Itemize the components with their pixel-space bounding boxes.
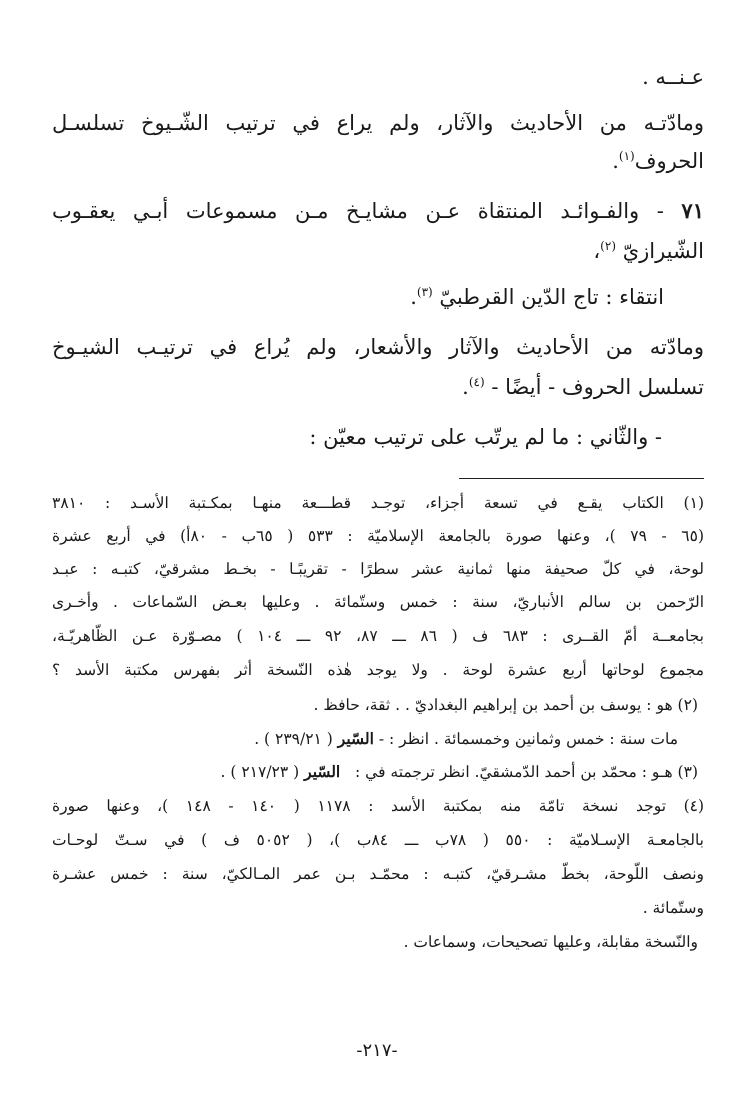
footnote-ref-2[interactable]: (٢) bbox=[600, 239, 616, 253]
second-heading bbox=[52, 424, 662, 450]
footnote-4-line-4 bbox=[52, 899, 704, 918]
text-fragment: (١) الكتاب يقـع في تسعة أجزاء، توجـد قطـــعة منهـا بمكـتبة الأسـد : ٣٨١٠ bbox=[52, 494, 704, 512]
footnote-1-line-4 bbox=[52, 593, 704, 612]
footnote-ref-1[interactable]: (١) bbox=[618, 149, 635, 163]
footnote-4-line-2 bbox=[52, 831, 704, 850]
content-line-2 bbox=[52, 374, 704, 400]
footnote-4-line-3 bbox=[52, 865, 704, 884]
footnote-ref-4[interactable]: (٤) bbox=[468, 375, 485, 389]
text-fragment: بالجامعـة الإسـلاميّة : ٥٥٠ ( ٧٨ب ـــ ٨٤ب )، ( ٥٠٥٢ ف ) في سـتّ لوحـات bbox=[52, 831, 704, 849]
text-fragment: بجامعــة أمّ القــرى : ٦٨٣ ف ( ٨٦ ـــ ٨٧، ٩٢ ـــ ١٠٤ ) مصـوّرة عـن الظّاهريّـة، bbox=[52, 627, 704, 645]
footnote-separator bbox=[459, 478, 704, 479]
text-fragment: (٤) توجد نسخة تامّة منه بمكتبة الأسد : ١١٧٨ ( ١٤٠ - ١٤٨ )، وعنها صورة bbox=[52, 797, 705, 815]
footnote-1-line-2 bbox=[52, 527, 704, 546]
text-fragment: الشّيرازيّ bbox=[622, 239, 704, 263]
text-fragment: . bbox=[462, 375, 469, 399]
entry-number: ٧١ bbox=[681, 198, 704, 223]
footnote-1-line-3 bbox=[52, 560, 704, 579]
entry-71-line-2 bbox=[52, 238, 704, 264]
body-line-2 bbox=[52, 110, 704, 136]
heading-text: - والثّاني : ما لم يرتّب على ترتيب معيّن : bbox=[309, 425, 662, 449]
selection-line bbox=[52, 284, 664, 310]
book-title: السّير bbox=[337, 729, 374, 748]
text-fragment: ، bbox=[593, 239, 601, 263]
text-fragment: ونصف اللّوحة، بخطّ مشـرقيّ، كتبـه : محمّـد بـن عمر المـالكيّ، سنة : خمس عشـرة bbox=[52, 865, 704, 883]
text-fragment: الرّحمن بن سالم الأنباريّ، سنة : خمس وستّمائة . وعليها بعـض السّماعات . وأخـرى bbox=[52, 593, 704, 611]
footnote-2-line-2 bbox=[52, 729, 678, 749]
text-fragment: . bbox=[612, 149, 619, 173]
text-fragment: لوحة، في كلّ صحيفة منها ثمانية عشر سطرًا - تقريبًـا - بخـط مشرقيّ، كتبـه : عبـد bbox=[52, 560, 704, 578]
text-fragment: ( ٢١٧/٢٣ ) . bbox=[220, 763, 300, 781]
footnote-ref-3[interactable]: (٣) bbox=[416, 285, 433, 299]
text-fragment: مات سنة : خمس وثمانين وخمسمائة . انظر : - bbox=[378, 730, 678, 748]
entry-title: - والفـوائـد المنتقاة عـن مشايـخ مـن مسموعات أبـي يعقـوب bbox=[52, 199, 664, 223]
text-fragment: تسلسل الحروف - أيضًا - bbox=[491, 375, 704, 399]
text-fragment: عـنــه . bbox=[642, 65, 704, 89]
text-fragment: (٢) هو : يوسف بن أحمد بن إبراهيم البغداديّ . . ثقة، حافظ . bbox=[313, 696, 698, 714]
text-fragment: انتقاء : تاج الدّين القرطبيّ bbox=[439, 285, 664, 309]
text-fragment: ( ٢٣٩/٢١ ) . bbox=[254, 730, 333, 748]
body-line-3 bbox=[52, 148, 704, 174]
text-fragment: والنّسخة مقابلة، وعليها تصحيحات، وسماعات . bbox=[403, 933, 698, 951]
footnote-3 bbox=[52, 762, 698, 782]
text-fragment: . bbox=[410, 285, 417, 309]
footnote-2-line-1 bbox=[52, 696, 698, 715]
text-fragment: مجموع لوحاتها أربع عشرة لوحة . ولا يوجد هٰذه النّسخة أثر بفهرس مكتبة الأسد ؟ bbox=[52, 661, 704, 679]
book-title: السّير bbox=[304, 762, 341, 781]
text-fragment: ومادّتـه من الأحاديث والآثار، ولم يراع في ترتيب الشّـيوخ تسلسـل bbox=[52, 111, 704, 135]
text-fragment: ومادّته من الأحاديث والآثار والأشعار، ولم يُراع في ترتيـب الشيـوخ bbox=[52, 335, 704, 359]
footnote-4-line-5 bbox=[52, 933, 698, 952]
footnote-1-line-6 bbox=[52, 661, 704, 680]
footnote-1-line-1 bbox=[52, 494, 704, 513]
footnote-1-line-5 bbox=[52, 627, 704, 646]
text-fragment: (٣) هـو : محمّد بن أحمد الدّمشقيّ. انظر ترجمته في : bbox=[355, 763, 698, 781]
text-fragment: وستّمائة . bbox=[642, 899, 704, 917]
footnote-4-line-1 bbox=[52, 797, 704, 816]
content-line-1 bbox=[52, 334, 704, 360]
body-line-1 bbox=[52, 64, 704, 90]
page-number: -٢١٧- bbox=[356, 1040, 398, 1061]
entry-71-line-1 bbox=[52, 198, 704, 224]
text-fragment: الحروف bbox=[634, 149, 704, 173]
text-fragment: (٦٥ - ٧٩ )، وعنها صورة بالجامعة الإسلاميّة : ٥٣٣ ( ٦٥ب - ٨٠أ) في أربع عشرة bbox=[52, 527, 704, 545]
